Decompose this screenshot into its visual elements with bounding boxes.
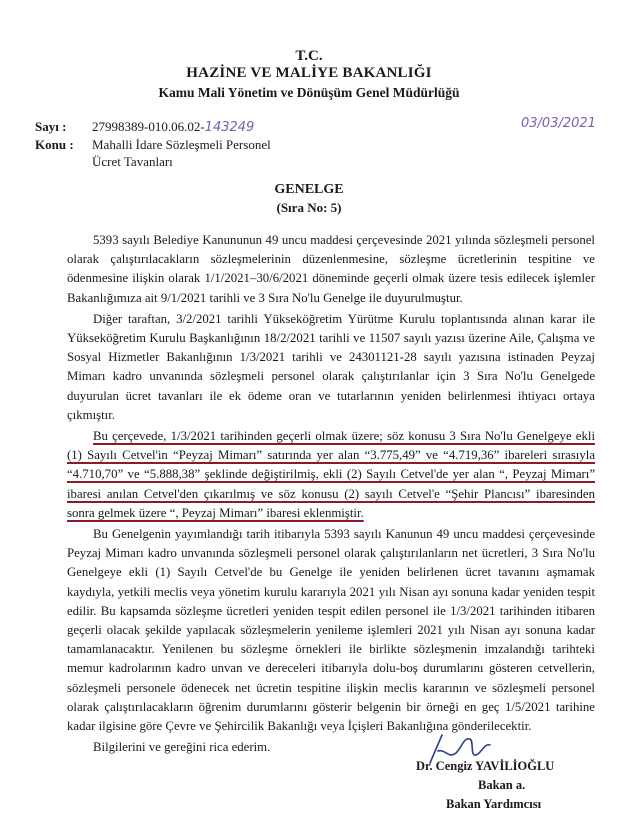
sayi-label: Sayı : xyxy=(35,119,67,134)
konu-line2: Ücret Tavanları xyxy=(92,154,173,169)
signatory-name: Dr. Cengiz YAVİLİOĞLU xyxy=(416,759,555,773)
paragraph-5: Bilgilerini ve gereğini rica ederim. xyxy=(93,740,271,755)
document-title: GENELGE xyxy=(274,182,344,197)
header-tc: T.C. xyxy=(295,48,323,64)
paragraph-1: 5393 sayılı Belediye Kanununun 49 uncu maddesi çerçevesinde 2021 yılında sözleşmeli personel olarak çalıştırılacakların sözleşmelerinin düzenlenmesine, sözleşme ücretlerinin tespitine ve ödenmesine ilişkin olarak 1/1/2021–30/6/2021 döneminde geçerli olmak üzere tesis edilecek işlemler Bakanlığımıza ait 9/1/2021 tarihli ve 3 Sıra No'lu Genelge ile duyurulmuştur. xyxy=(67,233,595,305)
paragraph-2: Diğer taraftan, 3/2/2021 tarihli Yükseköğretim Yürütme Kurulu toplantısında alınan karar ile Yükseköğretim Kurulu Başkanlığının 18/2/2021 tarihli ve 11507 sayılı yazısı üzerine Aile, Çalışma ve Sosyal Hizmetler Bakanlığının 1/3/2021 tarihli ve 24301121-28 sayılı yazısına istinaden Peyzaj Mimarı kadro unvanında sözleşmeli personel olarak çalıştırılanlar için 3 Sıra No'lu Genelgede duyurulan ücret tavanları ile ek ödeme oran ve tutarlarının yeniden belirlenmesi ihtiyacı ortaya çıkmıştır. xyxy=(67,311,595,422)
signatory-line-2: Bakan a. xyxy=(478,778,526,792)
header-directorate: Kamu Mali Yönetim ve Dönüşüm Genel Müdürlüğü xyxy=(158,85,460,100)
sayi-value xyxy=(92,119,254,135)
date-handwritten: 03/03/2021 xyxy=(521,116,596,131)
document-subtitle: (Sıra No: 5) xyxy=(276,200,342,215)
sayi-number: 27998389-010.06.02- xyxy=(92,119,205,134)
paragraph-3 xyxy=(67,427,595,523)
sayi-row xyxy=(35,119,435,135)
konu-label: Konu : xyxy=(35,137,74,152)
document-body xyxy=(67,231,595,757)
underlined-text: Bu çerçevede, 1/3/2021 tarihinden geçerli olmak üzere; söz konusu 3 Sıra No'lu Genelgeye ekli (1) Sayılı Cetvel'in “Peyzaj Mimarı” satırında yer alan “3.775,49” ve “4.719,36” ibareleri sırasıyla “4.710,70” ve “5.888,38” şeklinde değiştirilmiş, ekli (2) Sayılı Cetvel'de yer alan “, Peyzaj Mimarı” ibaresi anılan Cetvel'den çıkarılmış ve söz konusu (2) sayılı Cetvel'e “Şehir Plancısı” ibaresinden sonra gelmek üzere “, Peyzaj Mimarı” ibaresi eklenmiştir. xyxy=(67,429,595,520)
konu-line1: Mahalli İdare Sözleşmeli Personel xyxy=(92,137,271,152)
konu-row xyxy=(35,137,435,171)
sayi-handwritten: 143249 xyxy=(204,120,255,135)
paragraph-4: Bu Genelgenin yayımlandığı tarih itibarıyla 5393 sayılı Kanunun 49 uncu maddesi çerçevesinde Peyzaj Mimarı kadro unvanında sözleşmeli personel olarak çalıştırılanların net ücretleri, 3 Sıra No'lu Genelgeye ekli (1) Sayılı Cetvel'de bu Genelge ile yeniden belirlenen ücret tavanını aşmamak kaydıyla, yetkili meclis veya yönetim kurulu kararıyla 2021 yılı Nisan ayı sonuna kadar yeniden tespit edilir. Bu kapsamda sözleşme ücretleri yeniden tespit edilen personel ile 1/3/2021 tarihinden itibaren geçerli olacak şekilde yapılacak sözleşmelerin yenileme işlemleri 2021 yılı Nisan ayı sonuna kadar tamamlanacaktır. Yenilenen bu sözleşme örnekleri ile birlikte sözleşmenin imzalandığı tarihteki memur kadrolarının kadro unvan ve dereceleri itibarıyla dolu-boş durumlarını gösteren cetvellerin, sözleşmeli personele ödenecek net ücretin tespitine ilişkin meclis kararının ve sözleşmeli personel olarak çalıştırılacakların öğrenim durumlarını gösterir belgenin bir örneği en geç 1/5/2021 tarihine kadar ilgisine göre Çevre ve Şehircilik Bakanlığı veya İçişleri Bakanlığına gönderilecektir. xyxy=(67,527,595,734)
header-ministry: HAZİNE VE MALİYE BAKANLIĞI xyxy=(186,65,432,81)
signatory-title: Bakan Yardımcısı xyxy=(446,797,542,811)
